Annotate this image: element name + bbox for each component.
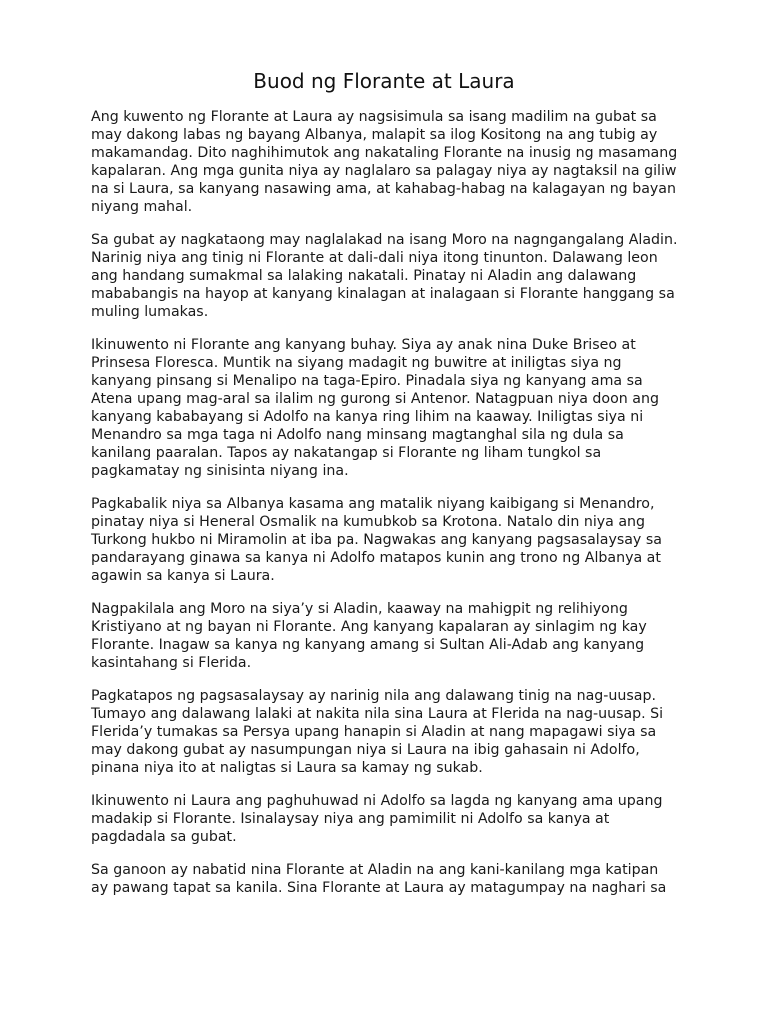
paragraph-2: Sa gubat ay nagkataong may naglalakad na isang Moro na nagngangalang Aladin. Narinig niya ang tinig ni Florante at dali-dali niya itong tinunton. Dalawang leon ang handang sumakmal sa lalaking nakatali. Pinatay ni Aladin ang dalawang mababangis na hayop at kanyang kinalagan at inalagaan si Florante hanggang sa muling lumakas. [91, 232, 678, 320]
paragraph-8: Sa ganoon ay nabatid nina Florante at Aladin na ang kani-kanilang mga katipan ay pawang tapat sa kanila. Sina Florante at Laura ay matagumpay na naghari sa [91, 862, 667, 896]
paragraph-3: Ikinuwento ni Florante ang kanyang buhay. Siya ay anak nina Duke Briseo at Prinsesa Floresca. Muntik na siyang madagit ng buwitre at iniligtas siya ng kanyang pinsang si Menalipo na taga-Epiro. Pinadala siya ng kanyang ama sa Atena upang mag-aral sa ilalim ng gurong si Antenor. Natagpuan niya doon ang kanyang kababayang si Adolfo na kanya ring lihim na kaaway. Iniligtas siya ni Menandro sa mga taga ni Adolfo nang minsang magtanghal sila ng dula sa kanilang paaralan. Tapos ay nakatangap si Florante ng liham tungkol sa pagkamatay ng sinisinta niyang ina. [91, 337, 659, 479]
paragraph-5: Nagpakilala ang Moro na siya’y si Aladin, kaaway na mahigpit ng relihiyong Kristiyano at ng bayan ni Florante. Ang kanyang kapalaran ay sinlagim ng kay Florante. Inagaw sa kanya ng kanyang amang si Sultan Ali-Adab ang kanyang kasintahang si Flerida. [91, 601, 647, 671]
paragraph-6: Pagkatapos ng pagsasalaysay ay narinig nila ang dalawang tinig na nag-uusap. Tumayo ang dalawang lalaki at nakita nila sina Laura at Flerida na nag-uusap. Si Flerida’y tumakas sa Persya upang hanapin si Aladin at nang mapagawi siya sa may dakong gubat ay nasumpungan niya si Laura na ibig gahasain ni Adolfo, pinana niya ito at naligtas si Laura sa kamay ng sukab. [91, 688, 664, 776]
paragraph-1: Ang kuwento ng Florante at Laura ay nagsisimula sa isang madilim na gubat sa may dakong labas ng bayang Albanya, malapit sa ilog Kositong na ang tubig ay makamandag. Dito naghihimutok ang nakataling Florante na inusig ng masamang kapalaran. Ang mga gunita niya ay naglalaro sa palagay niya ay nagtaksil na giliw na si Laura, sa kanyang nasawing ama, at kahabag-habag na kalagayan ng bayan niyang mahal. [91, 109, 678, 215]
paragraph-7: Ikinuwento ni Laura ang paghuhuwad ni Adolfo sa lagda ng kanyang ama upang madakip si Florante. Isinalaysay niya ang pamimilit ni Adolfo sa kanya at pagdadala sa gubat. [91, 793, 663, 845]
document-body [91, 108, 679, 912]
paragraph-4: Pagkabalik niya sa Albanya kasama ang matalik niyang kaibigang si Menandro, pinatay niya si Heneral Osmalik na kumubkob sa Krotona. Natalo din niya ang Turkong hukbo ni Miramolin at iba pa. Nagwakas ang kanyang pagsasalaysay sa pandarayang ginawa sa kanya ni Adolfo matapos kunin ang trono ng Albanya at agawin sa kanya si Laura. [91, 496, 662, 584]
document-title: Buod ng Florante at Laura [253, 69, 515, 93]
